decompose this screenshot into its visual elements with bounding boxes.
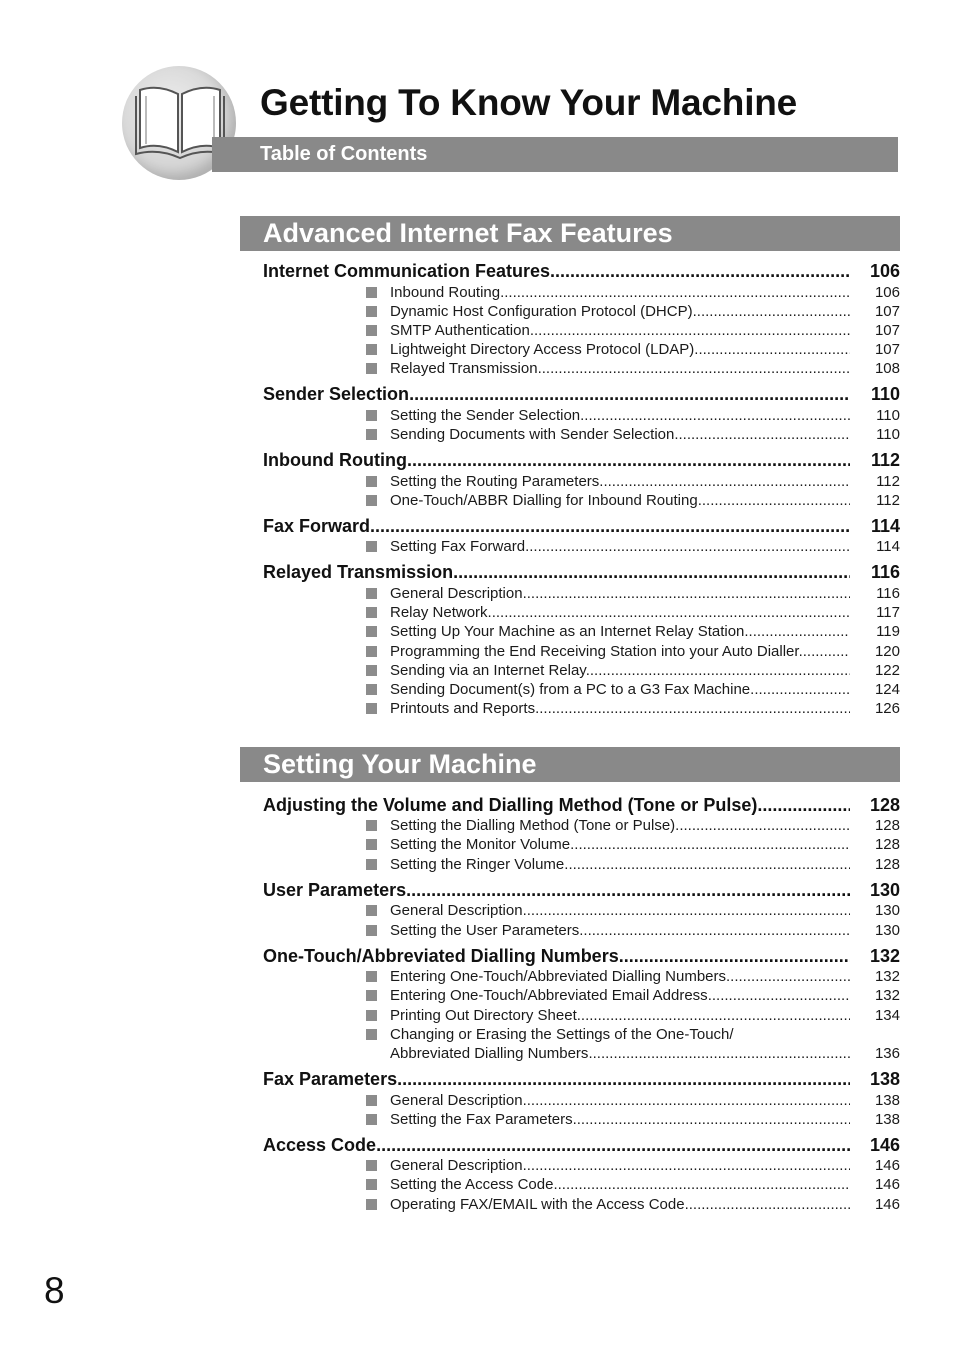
square-bullet-icon [366,626,377,637]
toc-item[interactable] [390,661,900,680]
entry-page: 128 [869,795,900,815]
square-bullet-icon [366,703,377,714]
toc-item[interactable] [390,283,900,302]
square-bullet-icon [366,495,377,506]
item-title: Relay Network ..... [390,603,850,622]
item-title: Entering One-Touch/Abbreviated Email Address ..... [390,986,850,1005]
entry-page: 138 [869,1069,900,1089]
item-title: Sending via an Internet Relay ..... [390,661,850,680]
toc-item[interactable] [390,1195,900,1214]
entry-title: Fax Forward ..... [263,515,850,537]
item-title: Programming the End Receiving Station into your Auto Dialler ..... [390,642,850,661]
item-title: Relayed Transmission ..... [390,359,850,378]
toc-entry[interactable] [263,879,900,901]
toc-item[interactable] [390,584,900,603]
entry-page: 146 [869,1135,900,1155]
item-page: 136 [874,1045,900,1062]
item-title: One-Touch/ABBR Dialling for Inbound Routing ..... [390,491,850,510]
item-title: Sending Documents with Sender Selection ..... [390,425,850,444]
toc-item[interactable] [390,537,900,556]
item-page: 114 [876,538,900,555]
square-bullet-icon [366,363,377,374]
toc-item[interactable] [390,699,900,718]
square-bullet-icon [366,905,377,916]
item-page: 146 [874,1196,900,1213]
toc-entry[interactable] [263,515,900,537]
square-bullet-icon [366,476,377,487]
item-title: Printouts and Reports ..... [390,699,850,718]
subtitle-bar [212,137,898,172]
square-bullet-icon [366,1029,377,1040]
item-page: 138 [874,1092,900,1109]
item-page: 146 [874,1176,900,1193]
entry-title: Internet Communication Features ..... [263,260,850,282]
entry-title: One-Touch/Abbreviated Dialling Numbers ..... [263,945,850,967]
toc-item[interactable] [390,406,900,425]
item-title: Setting the Dialling Method (Tone or Pulse) ..... [390,816,850,835]
toc-item[interactable] [390,359,900,378]
entry-title: Adjusting the Volume and Dialling Method (Tone or Pulse) ..... [263,794,850,816]
item-page: 122 [874,662,900,679]
item-page: 107 [874,303,900,320]
entry-title: User Parameters ..... [263,879,850,901]
item-page: 124 [874,681,900,698]
square-bullet-icon [366,325,377,336]
toc-entry[interactable] [263,945,900,967]
toc-item[interactable] [390,680,900,699]
item-page: 107 [874,322,900,339]
square-bullet-icon [366,588,377,599]
item-title: Abbreviated Dialling Numbers ..... [390,1044,850,1063]
square-bullet-icon [366,1010,377,1021]
item-title-line1: Changing or Erasing the Settings of the One-Touch/ [390,1026,734,1043]
item-page: 130 [874,902,900,919]
item-title: Operating FAX/EMAIL with the Access Code ..... [390,1195,850,1214]
toc-item[interactable] [390,1156,900,1175]
entry-page: 132 [869,946,900,966]
section-header [240,216,900,251]
toc-item[interactable] [390,1006,900,1025]
toc-entry[interactable] [263,794,900,816]
toc-item[interactable] [390,302,900,321]
item-page: 146 [874,1157,900,1174]
toc-item[interactable] [390,855,900,874]
square-bullet-icon [366,306,377,317]
square-bullet-icon [366,925,377,936]
item-title: Entering One-Touch/Abbreviated Dialling Numbers ..... [390,967,850,986]
item-title: Sending Document(s) from a PC to a G3 Fax Machine ..... [390,680,850,699]
toc-item[interactable] [390,491,900,510]
square-bullet-icon [366,646,377,657]
item-title: Setting Fax Forward ..... [390,537,850,556]
square-bullet-icon [366,990,377,1001]
toc-item[interactable] [390,340,900,359]
item-title: Setting the Ringer Volume ..... [390,855,850,874]
item-page: 119 [876,623,900,640]
item-title: Setting the Access Code ..... [390,1175,850,1194]
entry-page: 106 [869,261,900,281]
toc-item[interactable] [390,642,900,661]
page-subtitle: Table of Contents [260,143,428,165]
square-bullet-icon [366,1114,377,1125]
square-bullet-icon [366,665,377,676]
square-bullet-icon [366,1095,377,1106]
toc-entry[interactable] [263,561,900,583]
entry-title: Inbound Routing ..... [263,449,850,471]
item-title: Setting the Sender Selection ..... [390,406,850,425]
item-page: 128 [874,856,900,873]
entry-page: 112 [870,450,900,470]
section-title: Advanced Internet Fax Features [263,218,673,248]
page-number: 8 [44,1270,65,1311]
square-bullet-icon [366,820,377,831]
item-title: General Description ..... [390,1091,850,1110]
square-bullet-icon [366,344,377,355]
square-bullet-icon [366,607,377,618]
item-title: Dynamic Host Configuration Protocol (DHCP) ..... [390,302,850,321]
square-bullet-icon [366,541,377,552]
section-header [240,747,900,782]
square-bullet-icon [366,1199,377,1210]
toc-item[interactable] [390,1026,900,1063]
item-title: Setting the Routing Parameters ..... [390,472,850,491]
entry-page: 114 [870,516,900,536]
toc-item[interactable] [390,321,900,340]
toc-item[interactable] [390,901,900,920]
square-bullet-icon [366,1160,377,1171]
item-title: General Description ..... [390,901,850,920]
toc-entry[interactable] [263,1068,900,1090]
toc-entry[interactable] [263,260,900,282]
item-title: General Description ..... [390,584,850,603]
item-title: Lightweight Directory Access Protocol (LDAP) ..... [390,340,850,359]
item-title: Setting the Monitor Volume ..... [390,835,850,854]
toc-item[interactable] [390,835,900,854]
entry-title: Sender Selection ..... [263,383,850,405]
square-bullet-icon [366,410,377,421]
entry-page: 130 [869,880,900,900]
toc-item[interactable] [390,603,900,622]
item-page: 120 [874,643,900,660]
item-page: 116 [876,585,900,602]
item-page: 128 [874,836,900,853]
toc-item[interactable] [390,921,900,940]
toc-item[interactable] [390,967,900,986]
toc-item[interactable] [390,472,900,491]
page-title: Getting To Know Your Machine [260,82,798,123]
square-bullet-icon [366,971,377,982]
toc-item[interactable] [390,986,900,1005]
item-title: Setting the Fax Parameters ..... [390,1110,850,1129]
item-page: 117 [876,604,900,621]
item-page: 112 [876,492,900,509]
square-bullet-icon [366,684,377,695]
item-title: SMTP Authentication ..... [390,321,850,340]
item-page: 112 [876,473,900,490]
item-page: 106 [874,284,900,301]
toc-item[interactable] [390,425,900,444]
item-page: 138 [874,1111,900,1128]
toc-entry[interactable] [263,1134,900,1156]
square-bullet-icon [366,859,377,870]
item-title: Setting Up Your Machine as an Internet Relay Station ..... [390,622,850,641]
item-title: Printing Out Directory Sheet ..... [390,1006,850,1025]
item-page: 132 [874,968,900,985]
toc-entry[interactable] [263,383,900,405]
entry-title: Relayed Transmission ..... [263,561,850,583]
item-page: 108 [874,360,900,377]
toc-item[interactable] [390,1175,900,1194]
toc-item[interactable] [390,1091,900,1110]
entry-title: Access Code ..... [263,1134,850,1156]
item-page: 110 [876,426,900,443]
item-page: 126 [874,700,900,717]
item-page: 134 [874,1007,900,1024]
item-title: Setting the User Parameters ..... [390,921,850,940]
item-page: 128 [874,817,900,834]
item-title: Inbound Routing ..... [390,283,850,302]
entry-page: 110 [870,384,900,404]
entry-page: 116 [870,562,900,582]
section-title: Setting Your Machine [263,749,537,779]
item-page: 107 [874,341,900,358]
toc-item[interactable] [390,1110,900,1129]
item-page: 132 [874,987,900,1004]
item-title: General Description ..... [390,1156,850,1175]
square-bullet-icon [366,287,377,298]
item-page: 130 [874,922,900,939]
toc-item[interactable] [390,622,900,641]
item-page: 110 [876,407,900,424]
toc-item[interactable] [390,816,900,835]
square-bullet-icon [366,429,377,440]
entry-title: Fax Parameters ..... [263,1068,850,1090]
square-bullet-icon [366,1179,377,1190]
toc-entry[interactable] [263,449,900,471]
square-bullet-icon [366,839,377,850]
